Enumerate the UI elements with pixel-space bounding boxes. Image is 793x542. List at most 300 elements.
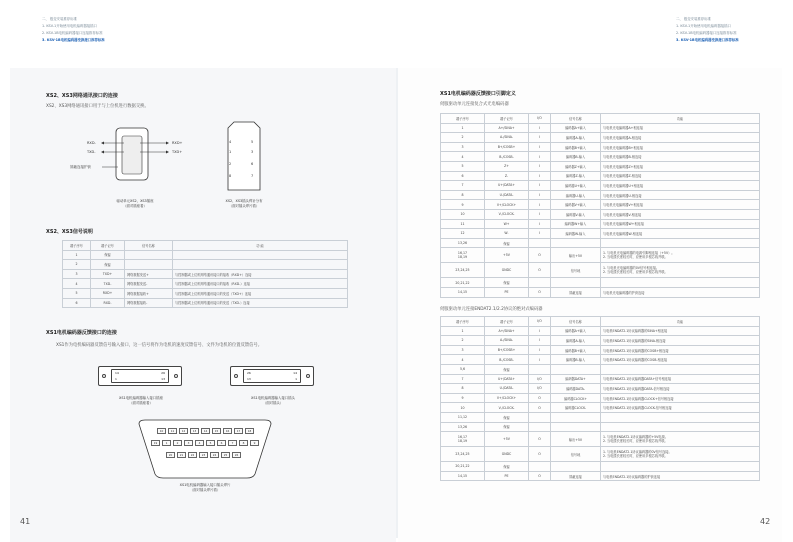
table-row	[441, 384, 760, 394]
dsub-pin: 19	[151, 440, 160, 446]
table-cell: 与电机ENDAT2.1协议编码器的COSB+相连接	[601, 345, 760, 355]
table-row	[441, 171, 760, 181]
rj45-socket-diagram	[58, 118, 208, 198]
page-number-left: 41	[20, 517, 31, 526]
caption-line: （面对插头焊片看）	[189, 488, 221, 492]
section-title: XS1电机编码器反馈接口引脚定义	[440, 91, 516, 97]
table-cell: 编码器CLOCK-	[551, 403, 601, 413]
caption-line: 驱动单元XS2、XS3插座	[116, 199, 154, 203]
table-cell: PE	[485, 287, 529, 297]
table-cell: 6	[441, 171, 485, 181]
table-cell: GNDC	[485, 263, 529, 278]
table-cell: V+/CLOCK+	[485, 393, 529, 403]
socket-cavity	[122, 136, 142, 174]
dsub-pin: 17	[234, 428, 243, 434]
pin-num: 13	[247, 377, 251, 381]
pin-label: 3	[251, 150, 254, 154]
table-cell	[529, 462, 551, 472]
table-cell	[125, 250, 173, 260]
table-cell	[601, 278, 760, 288]
table-cell: 与控制器或上位机网络通讯接口的发送（TXD+）连接	[173, 288, 348, 298]
signal-table-xs2	[62, 240, 348, 308]
table-cell: RXD-	[91, 298, 125, 308]
connector-socket	[98, 366, 182, 386]
connector-face	[111, 369, 169, 383]
caption-line: （面对插头）	[262, 401, 284, 405]
dsub-pin: 12	[179, 428, 188, 434]
table-cell: 编码器A-输入	[551, 133, 601, 143]
table-cell: 保留	[485, 278, 529, 288]
table-cell: 编码器W-输入	[551, 229, 601, 239]
screw-hole	[174, 374, 178, 378]
table-cell: I	[529, 142, 551, 152]
table-cell: 与电机光电编码器Z+相连接	[601, 161, 760, 171]
table-cell: I	[529, 219, 551, 229]
table-cell: I	[529, 326, 551, 336]
table-cell: 1. 与电机ENDAT2.1协议编码器的+5V电源。 2. 当电缆长度较长时，应使用多根芯线并联。	[601, 432, 760, 447]
table-cell: 12	[441, 229, 485, 239]
table-cell: 20,21,22	[441, 462, 485, 472]
table-cell: 与电机ENDAT2.1协议编码器DATA+信号相连接	[601, 374, 760, 384]
table-cell: 9	[441, 393, 485, 403]
dsub-pin: 26	[232, 452, 241, 458]
dsub-pin: 1	[162, 440, 171, 446]
table-cell: 保留	[485, 412, 529, 422]
table-cell: I	[529, 355, 551, 365]
table-cell: I	[529, 171, 551, 181]
dsub-caption	[150, 483, 260, 493]
col-header: 端子序号	[441, 114, 485, 124]
header-line-active: 3. KSV-1B电机编码器变换接口推荐标准	[42, 38, 105, 42]
table-row	[441, 471, 760, 481]
table-cell	[601, 238, 760, 248]
table-cell: 保留	[485, 462, 529, 472]
table-cell: 14,15	[441, 471, 485, 481]
table-header-row	[441, 114, 760, 124]
table-cell: U-/DATA-	[485, 190, 529, 200]
table-cell: 14,15	[441, 287, 485, 297]
table-cell	[529, 412, 551, 422]
dsub-pin: 3	[184, 440, 193, 446]
table-row	[441, 393, 760, 403]
table-row	[441, 364, 760, 374]
dsub-pin: 13	[190, 428, 199, 434]
table-cell: 1	[63, 250, 91, 260]
pin-label: 6	[251, 162, 254, 166]
table-cell: 3	[63, 269, 91, 279]
table-cell: 编码器DATA+	[551, 374, 601, 384]
table-cell: I	[529, 336, 551, 346]
table-row	[63, 269, 348, 279]
table-cell: 保留	[91, 260, 125, 270]
table-cell: 保留	[485, 238, 529, 248]
table-row	[441, 422, 760, 432]
table-cell: 与电机光电编码器Z-相连接	[601, 171, 760, 181]
table-cell: 10	[441, 209, 485, 219]
table-cell: V-/CLOCK-	[485, 209, 529, 219]
dsub-pin: 8	[239, 440, 248, 446]
table-cell: I	[529, 345, 551, 355]
table-cell: 编码器V-输入	[551, 209, 601, 219]
table-cell: 2	[63, 260, 91, 270]
header-line: 1. KSV-1开始使用电机编码器接插口	[676, 24, 731, 28]
table-cell: 与电机光电编码器V+相连接	[601, 200, 760, 210]
table-cell: 与电机ENDAT2.1协议编码器CLOCK+信号相连接	[601, 393, 760, 403]
table-cell	[529, 422, 551, 432]
table-cell: U+/DATA+	[485, 374, 529, 384]
table-cell: 16,17 18,19	[441, 432, 485, 447]
table-cell: I	[529, 152, 551, 162]
table-cell: +5V	[485, 248, 529, 263]
table-cell: Z-	[485, 171, 529, 181]
table-cell: 编码器DATA-	[551, 384, 601, 394]
dsub-pin: 6	[217, 440, 226, 446]
pin-num: 26	[247, 371, 251, 375]
table-row	[441, 355, 760, 365]
dsub-pin: 15	[212, 428, 221, 434]
table-cell: 2	[441, 336, 485, 346]
table-cell: 13,26	[441, 422, 485, 432]
table-cell: 1	[441, 326, 485, 336]
table-cell: 10	[441, 403, 485, 413]
pin-label: 7	[251, 174, 254, 178]
col-header: 端子记号	[485, 317, 529, 327]
table-cell: W-	[485, 229, 529, 239]
table-cell: 与电机光电编码器U+相连接	[601, 181, 760, 191]
table-row	[441, 123, 760, 133]
dsub-pin: 22	[188, 452, 197, 458]
table-cell: 网络数据发送+	[125, 269, 173, 279]
table-cell: 8	[441, 384, 485, 394]
diagram-caption	[100, 199, 170, 209]
pin-table-optical	[440, 113, 760, 298]
pin-num: 1	[295, 377, 297, 381]
col-header: 功 能	[173, 241, 348, 251]
table-row	[441, 152, 760, 162]
table-cell: 与电机ENDAT2.1协议编码器DATA-信号相连接	[601, 384, 760, 394]
screw-hole	[102, 374, 106, 378]
section-desc: 伺服驱动单元连接ENDAT2.1/2.2协议的绝对式编码器	[440, 307, 543, 312]
table-cell: A-/SINA-	[485, 336, 529, 346]
table-cell	[551, 278, 601, 288]
table-cell: 5	[441, 161, 485, 171]
table-cell: I	[529, 181, 551, 191]
dsub-pin: 5	[206, 440, 215, 446]
table-cell: 屏蔽连接	[551, 287, 601, 297]
table-cell: O	[529, 263, 551, 278]
table-cell	[173, 260, 348, 270]
table-cell: 网络数据接收+	[125, 288, 173, 298]
table-cell: 与电机光电编码器W+相连接	[601, 219, 760, 229]
table-cell: 4	[63, 279, 91, 289]
table-cell: O	[529, 393, 551, 403]
table-cell: I	[529, 133, 551, 143]
table-cell: U-/DATA-	[485, 384, 529, 394]
dsub-pin: 9	[250, 440, 259, 446]
col-header: 信号名称	[125, 241, 173, 251]
table-cell: 4	[441, 152, 485, 162]
pin-label: 1	[229, 150, 232, 154]
table-cell: I	[529, 190, 551, 200]
table-cell: 7	[441, 374, 485, 384]
table-cell: B-/COSB-	[485, 152, 529, 162]
table-row	[441, 142, 760, 152]
label-txd-minus: TXD-	[87, 150, 96, 154]
connector-face	[243, 369, 301, 383]
table-cell: I/O	[529, 374, 551, 384]
table-cell	[529, 278, 551, 288]
table-cell: 16,17 18,19	[441, 248, 485, 263]
connector-plug	[230, 366, 314, 386]
table-cell: 编码器CLOCK+	[551, 393, 601, 403]
table-cell: Z+	[485, 161, 529, 171]
table-cell: 11	[441, 219, 485, 229]
table-cell	[551, 238, 601, 248]
table-cell: I	[529, 200, 551, 210]
col-header: 端子记号	[485, 114, 529, 124]
table-row	[441, 161, 760, 171]
table-cell: TXD-	[91, 279, 125, 289]
table-cell: V-/CLOCK-	[485, 403, 529, 413]
table-row	[441, 238, 760, 248]
label-rxd-plus: RXD+	[172, 141, 183, 145]
table-row	[441, 190, 760, 200]
col-header: 信号名称	[551, 114, 601, 124]
dsub-pin: 7	[228, 440, 237, 446]
table-cell: 5,6	[441, 364, 485, 374]
table-cell: 信号地	[551, 447, 601, 462]
table-cell: 与控制器或上位机网络通讯接口的接收（RXD+）连接	[173, 269, 348, 279]
diagram-caption	[208, 199, 280, 209]
section-title: XS1电机编码器反馈接口的连接	[46, 330, 117, 336]
table-cell: 23,24,25	[441, 263, 485, 278]
table-cell: 20,21,22	[441, 278, 485, 288]
section-desc: XS2、XS3网络通讯接口用于与上位机进行数据交换。	[46, 104, 149, 109]
table-cell: 9	[441, 200, 485, 210]
table-cell: B+/COSB+	[485, 142, 529, 152]
table-cell: U+/DATA+	[485, 181, 529, 191]
table-cell: 与电机ENDAT2.1协议编码器CLOCK-信号相连接	[601, 403, 760, 413]
table-cell: 编码器A+输入	[551, 326, 601, 336]
pin-num: 13	[161, 377, 165, 381]
table-cell: 保留	[91, 250, 125, 260]
table-row	[441, 229, 760, 239]
table-row	[441, 263, 760, 278]
table-cell: 编码器W+输入	[551, 219, 601, 229]
table-row	[63, 250, 348, 260]
table-row	[441, 209, 760, 219]
col-header: 信号名称	[551, 317, 601, 327]
table-row	[441, 287, 760, 297]
table-cell: 编码器B+输入	[551, 345, 601, 355]
pin-label: 8	[229, 174, 232, 178]
table-cell	[601, 462, 760, 472]
table-cell: O	[529, 432, 551, 447]
table-cell	[551, 462, 601, 472]
caption-line: XS1电机编码器输入接口插头焊片	[179, 483, 231, 487]
pin-label: 4	[229, 140, 232, 144]
table-cell: 输出+5V	[551, 248, 601, 263]
table-row	[441, 447, 760, 462]
table-cell: O	[529, 248, 551, 263]
col-header: 功能	[601, 114, 760, 124]
table-cell: 编码器B+输入	[551, 142, 601, 152]
dsub-pin: 4	[195, 440, 204, 446]
table-cell: 编码器Z+输入	[551, 161, 601, 171]
section-desc: 伺服驱动单元连接复合式光电编码器	[440, 102, 509, 107]
table-cell: +5V	[485, 432, 529, 447]
table-cell: 与电机光电编码器的护套连接	[601, 287, 760, 297]
table-cell: 4	[441, 355, 485, 365]
table-cell: 与电机光电编码器U-相连接	[601, 190, 760, 200]
table-cell: 编码器A-输入	[551, 336, 601, 346]
col-header: 端子序号	[441, 317, 485, 327]
table-cell: 网络数据发送-	[125, 279, 173, 289]
pin-table-endat	[440, 316, 760, 481]
connector-caption	[228, 396, 318, 406]
col-header: I/O	[529, 317, 551, 327]
table-cell: 与电机光电编码器B-相连接	[601, 152, 760, 162]
dsub-pin: 11	[168, 428, 177, 434]
table-row	[63, 288, 348, 298]
section-title: XS2、XS3网络通讯接口的连接	[46, 93, 118, 99]
table-cell: 1. 与电机ENDAT2.1协议编码器的0V信号连接。 2. 当电缆长度较长时，应使用多根芯线并联。	[601, 447, 760, 462]
table-row	[63, 260, 348, 270]
label-shield: 屏蔽连接护套	[70, 165, 91, 169]
table-cell	[173, 250, 348, 260]
label-rxd-minus: RXD-	[87, 141, 96, 145]
table-cell: 与电机光电编码器V-相连接	[601, 209, 760, 219]
table-cell	[601, 364, 760, 374]
dsub-pin: 14	[201, 428, 210, 434]
table-cell	[551, 422, 601, 432]
table-row	[63, 279, 348, 289]
table-cell: I	[529, 161, 551, 171]
table-cell: 2	[441, 133, 485, 143]
table-row	[441, 181, 760, 191]
caption-line: （面对插座看）	[129, 401, 153, 405]
dsub-pin: 20	[166, 452, 175, 458]
table-row	[441, 248, 760, 263]
table-cell: 编码器U-输入	[551, 190, 601, 200]
table-cell: 与电机ENDAT2.1协议编码器的SINA+相连接	[601, 326, 760, 336]
table-cell: 与电机光电编码器A+相连接	[601, 123, 760, 133]
table-cell: W+	[485, 219, 529, 229]
table-cell: PE	[485, 471, 529, 481]
table-cell: 与控制器或上位机网络通讯接口的接收（RXD-）连接	[173, 279, 348, 289]
table-row	[441, 200, 760, 210]
table-cell: 6	[63, 298, 91, 308]
dsub-pin: 21	[177, 452, 186, 458]
dsub-pin: 24	[210, 452, 219, 458]
table-cell: 编码器V+输入	[551, 200, 601, 210]
header-line: 2. KSV-1B电机编码器接口连接推荐标准	[676, 31, 737, 35]
table-cell: I	[529, 209, 551, 219]
screw-hole	[234, 374, 238, 378]
table-cell: B-/COSB-	[485, 355, 529, 365]
table-row	[441, 403, 760, 413]
table-row	[441, 219, 760, 229]
table-header-row	[63, 241, 348, 251]
table-cell: 23,24,25	[441, 447, 485, 462]
table-cell	[601, 422, 760, 432]
col-header: I/O	[529, 114, 551, 124]
table-cell: 13,26	[441, 238, 485, 248]
table-cell	[125, 260, 173, 270]
connector-caption	[96, 396, 186, 406]
header-line: 2. KSV-1B电机编码器接口连接推荐标准	[42, 31, 103, 35]
table-row	[441, 326, 760, 336]
pin-label: 2	[229, 162, 232, 166]
section-title: XS2、XS3信号说明	[46, 229, 93, 235]
header-left	[42, 16, 105, 44]
table-cell: 保留	[485, 422, 529, 432]
caption-line: XS2、XS3插头焊针分布	[225, 199, 263, 203]
table-cell: I	[529, 229, 551, 239]
table-cell: V+/CLOCK+	[485, 200, 529, 210]
table-row	[441, 133, 760, 143]
caption-line: （面对插座看）	[123, 204, 147, 208]
table-cell: B+/COSB+	[485, 345, 529, 355]
table-cell: 与电机光电编码器B+相连接	[601, 142, 760, 152]
pin-num: 14	[293, 371, 297, 375]
table-cell	[529, 238, 551, 248]
dsub-pin: 16	[223, 428, 232, 434]
table-row	[441, 374, 760, 384]
table-cell: 1. 与电机光电编码器的0V信号相连接。 2. 当电缆长度较长时，应使用多根芯线并联。	[601, 263, 760, 278]
table-cell: 输出+5V	[551, 432, 601, 447]
table-cell: O	[529, 471, 551, 481]
table-row	[441, 462, 760, 472]
table-cell: 网络数据接收-	[125, 298, 173, 308]
table-cell: 1	[441, 123, 485, 133]
table-cell: 编码器B-输入	[551, 152, 601, 162]
col-header: 端子记号	[91, 241, 125, 251]
page-number-right: 42	[760, 517, 771, 526]
header-line: 二、 极变安装推荐标准	[676, 17, 711, 21]
table-cell: GNDC	[485, 447, 529, 462]
col-header: 功能	[601, 317, 760, 327]
table-cell: 3	[441, 345, 485, 355]
dsub-pin: 25	[221, 452, 230, 458]
caption-line: XS1电机编码器输入接口插座	[119, 396, 163, 400]
caption-line: XS1电机编码器输入接口插头	[251, 396, 295, 400]
table-cell: 与电机光电编码器A-相连接	[601, 133, 760, 143]
pin-num: 26	[161, 371, 165, 375]
table-cell	[601, 412, 760, 422]
table-cell: 8	[441, 190, 485, 200]
rj45-plug-diagram	[220, 118, 270, 198]
table-cell: 与电机ENDAT2.1协议编码器的护套连接	[601, 471, 760, 481]
table-row	[441, 345, 760, 355]
table-cell: 5	[63, 288, 91, 298]
header-line: 1. KSV-1开始使用电机编码器接插口	[42, 24, 97, 28]
table-row	[63, 298, 348, 308]
table-cell	[551, 364, 601, 374]
table-cell: 保留	[485, 364, 529, 374]
caption-line: （面对插头焊片看）	[228, 204, 260, 208]
table-cell: A+/SINA+	[485, 123, 529, 133]
table-row	[441, 336, 760, 346]
table-cell: 屏蔽连接	[551, 471, 601, 481]
table-cell: O	[529, 287, 551, 297]
pin-num: 14	[115, 371, 119, 375]
table-cell: 7	[441, 181, 485, 191]
table-cell: I/O	[529, 384, 551, 394]
table-cell: A-/SINA-	[485, 133, 529, 143]
header-line-active: 3. KSV-1B电机编码器变换接口推荐标准	[676, 38, 739, 42]
label-txd-plus: TXD+	[172, 150, 183, 154]
